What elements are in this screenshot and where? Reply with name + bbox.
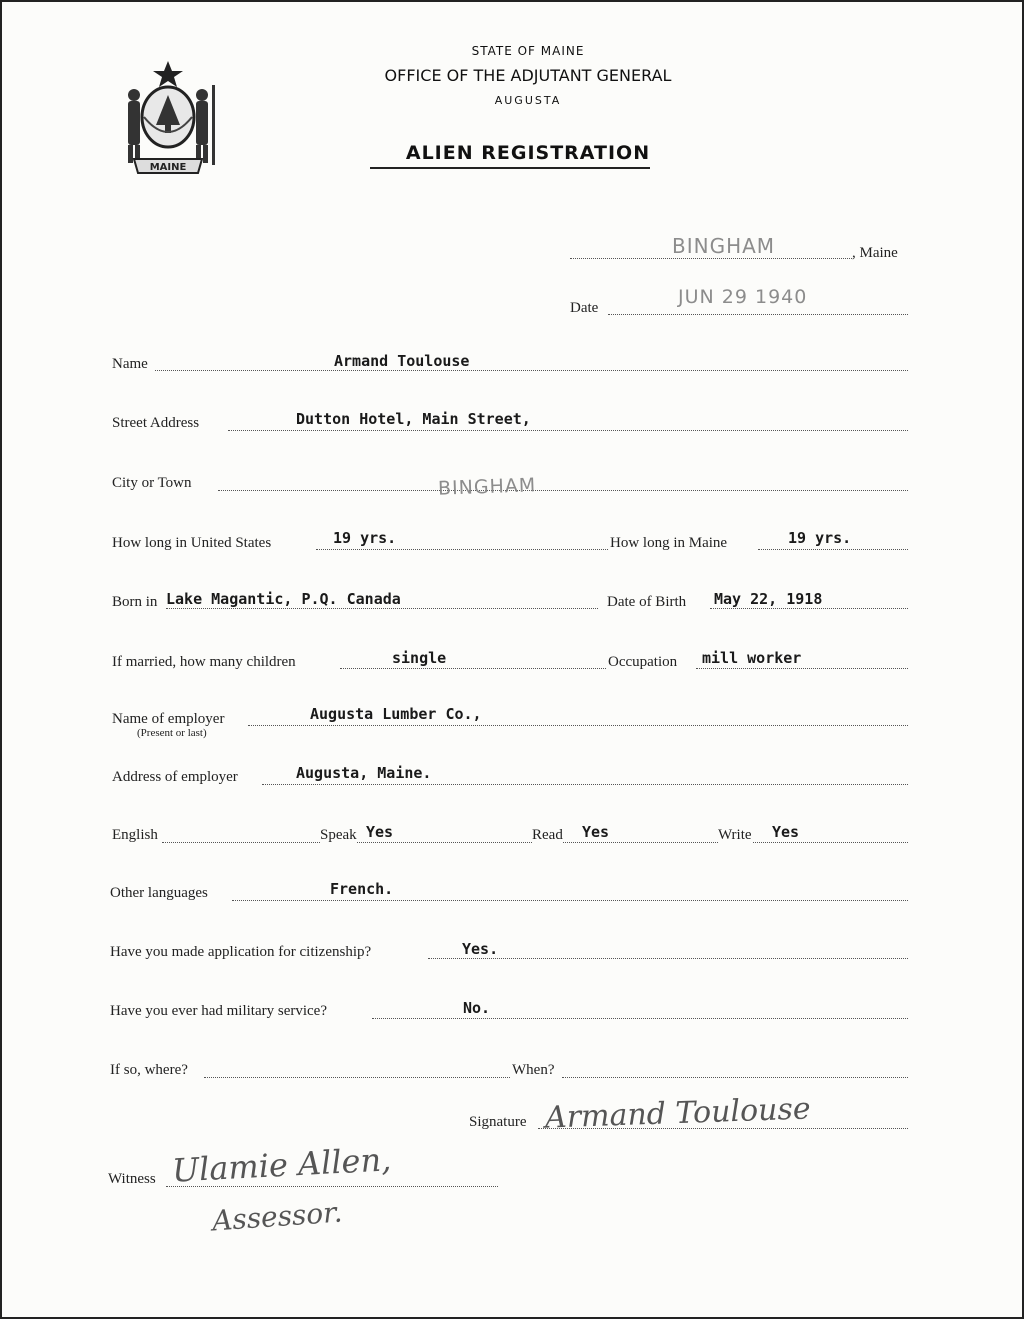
employer-address-label: Address of employer xyxy=(112,769,238,785)
employer-value: Augusta Lumber Co., xyxy=(310,705,482,723)
witness-value: Ulamie Allen, xyxy=(171,1140,393,1190)
occupation-label: Occupation xyxy=(608,654,678,670)
city-label: City or Town xyxy=(112,475,192,491)
military-line xyxy=(372,1018,908,1019)
header-state: STATE OF MAINE xyxy=(471,44,585,58)
header-office: OFFICE OF THE ADJUTANT GENERAL xyxy=(384,66,672,85)
english-label: English xyxy=(112,827,158,843)
name-line xyxy=(155,370,908,371)
date-line xyxy=(608,314,908,315)
occupation-value: mill worker xyxy=(702,649,802,667)
children-line xyxy=(340,668,606,669)
write-label: Write xyxy=(718,827,752,843)
witness-title: Assessor. xyxy=(211,1195,344,1238)
read-label: Read xyxy=(532,827,563,843)
other-languages-label: Other languages xyxy=(110,885,208,901)
maine-time-value: 19 yrs. xyxy=(788,529,852,547)
speak-value: Yes xyxy=(366,823,394,841)
city-stamp: BINGHAM xyxy=(437,474,537,500)
name-value: Armand Toulouse xyxy=(334,352,470,370)
place-stamp: BINGHAM xyxy=(672,234,776,258)
employer-sublabel: (Present or last) xyxy=(137,727,207,739)
write-value: Yes xyxy=(772,823,800,841)
other-languages-line xyxy=(232,900,908,901)
when-label: When? xyxy=(512,1062,555,1078)
dob-value: May 22, 1918 xyxy=(714,590,823,608)
military-value: No. xyxy=(463,999,491,1017)
street-value: Dutton Hotel, Main Street, xyxy=(296,410,531,428)
name-label: Name xyxy=(112,356,148,372)
date-stamp: JUN 29 1940 xyxy=(678,286,808,308)
employer-address-line xyxy=(262,784,908,785)
children-value: single xyxy=(392,649,447,667)
where-label: If so, where? xyxy=(110,1062,188,1078)
date-label: Date xyxy=(570,300,599,316)
us-time-value: 19 yrs. xyxy=(333,529,397,547)
place-suffix: , Maine xyxy=(852,245,898,261)
maine-time-label: How long in Maine xyxy=(610,535,728,551)
where-line xyxy=(204,1077,510,1078)
header-city: AUGUSTA xyxy=(494,94,562,107)
born-value: Lake Magantic, P.Q. Canada xyxy=(166,590,401,608)
street-label: Street Address xyxy=(112,415,200,431)
signature-value: Armand Toulouse xyxy=(544,1091,812,1136)
born-label: Born in xyxy=(112,594,158,610)
city-line xyxy=(218,490,908,491)
citizenship-line xyxy=(428,958,908,959)
us-time-line xyxy=(316,549,608,550)
place-line xyxy=(570,258,852,259)
title-underline xyxy=(370,167,650,169)
occupation-line xyxy=(696,668,908,669)
read-value: Yes xyxy=(582,823,610,841)
born-line xyxy=(166,608,598,609)
seal-text: MAINE xyxy=(149,162,187,173)
maine-time-line xyxy=(758,549,908,550)
signature-label: Signature xyxy=(469,1114,527,1130)
us-time-label: How long in United States xyxy=(112,535,272,551)
employer-label: Name of employer xyxy=(112,711,225,727)
when-line xyxy=(562,1077,908,1078)
form-title: ALIEN REGISTRATION xyxy=(405,142,651,164)
employer-line xyxy=(248,725,908,726)
other-languages-value: French. xyxy=(330,880,394,898)
citizenship-value: Yes. xyxy=(462,940,499,958)
military-label: Have you ever had military service? xyxy=(110,1003,327,1019)
children-label: If married, how many children xyxy=(112,654,296,670)
street-line xyxy=(228,430,908,431)
witness-label: Witness xyxy=(108,1171,156,1187)
citizenship-label: Have you made application for citizenship? xyxy=(110,944,372,960)
speak-label: Speak xyxy=(320,827,357,843)
dob-line xyxy=(710,608,908,609)
dob-label: Date of Birth xyxy=(607,594,687,610)
employer-address-value: Augusta, Maine. xyxy=(296,764,432,782)
